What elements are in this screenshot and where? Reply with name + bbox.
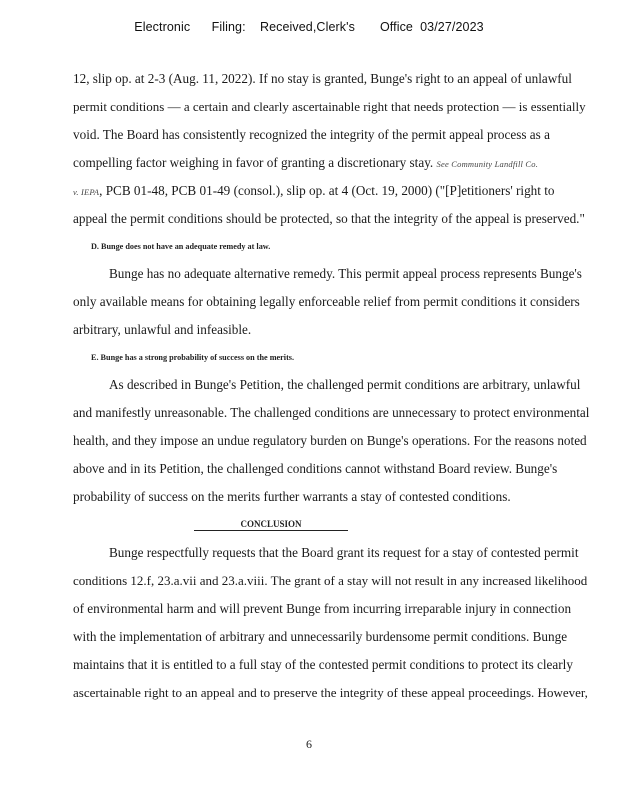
body-line: probability of success on the merits further warrants a stay of contested conditions. <box>73 489 511 504</box>
body-line: and manifestly unreasonable. The challenged conditions are unnecessary to protect environmental <box>73 405 590 420</box>
heading-d: D. Bunge does not have an adequate remedy at law. <box>91 242 271 251</box>
body-line <box>73 155 538 171</box>
body-line: health, and they impose an undue regulatory burden on Bunge's operations. For the reasons noted <box>73 433 587 448</box>
body-line: Bunge respectfully requests that the Board grant its request for a stay of contested permit <box>109 545 579 560</box>
case-citation: See Community Landfill Co. <box>436 159 539 169</box>
body-line <box>73 183 554 199</box>
body-line: ascertainable right to an appeal and to preserve the integrity of these appeal proceedings. However, <box>73 685 588 700</box>
filing-header: Electronic Filing: Received,Clerk's Office 03/27/2023 <box>134 20 484 34</box>
body-line: maintains that it is entitled to a full stay of the contested permit conditions to protect its clearly <box>73 657 573 672</box>
body-line: only available means for obtaining legally enforceable relief from permit conditions it considers <box>73 294 580 309</box>
body-line-text: compelling factor weighing in favor of granting a discretionary stay. <box>73 155 437 170</box>
body-line: conditions 12.f, 23.a.vii and 23.a.viii. The grant of a stay will not result in any increased likelihood <box>73 573 588 588</box>
case-citation-cont: v. IEPA <box>73 187 100 197</box>
body-line: appeal the permit conditions should be protected, so that the integrity of the appeal is preserved." <box>73 211 585 226</box>
body-line-text: , PCB 01-48, PCB 01-49 (consol.), slip op. at 4 (Oct. 19, 2000) ("[P]etitioners' right to <box>99 183 555 198</box>
body-line: Bunge has no adequate alternative remedy. This permit appeal process represents Bunge's <box>109 266 582 281</box>
body-line: above and in its Petition, the challenged conditions cannot withstand Board review. Bunge's <box>73 461 558 476</box>
body-line: 12, slip op. at 2-3 (Aug. 11, 2022). If no stay is granted, Bunge's right to an appeal of unlawful <box>73 71 572 86</box>
body-line: void. The Board has consistently recognized the integrity of the permit appeal process as a <box>73 127 550 142</box>
body-line: arbitrary, unlawful and infeasible. <box>73 322 252 337</box>
conclusion-heading: CONCLUSION <box>194 519 348 531</box>
body-line: As described in Bunge's Petition, the challenged permit conditions are arbitrary, unlawful <box>109 377 581 392</box>
body-line: of environmental harm and will prevent Bunge from incurring irreparable injury in connection <box>73 601 572 616</box>
body-line: permit conditions — a certain and clearly ascertainable right that needs protection — is essentially <box>73 99 586 114</box>
heading-e: E. Bunge has a strong probability of success on the merits. <box>91 353 295 362</box>
page-number: 6 <box>306 737 312 751</box>
body-line: with the implementation of arbitrary and unnecessarily burdensome permit conditions. Bunge <box>73 629 568 644</box>
